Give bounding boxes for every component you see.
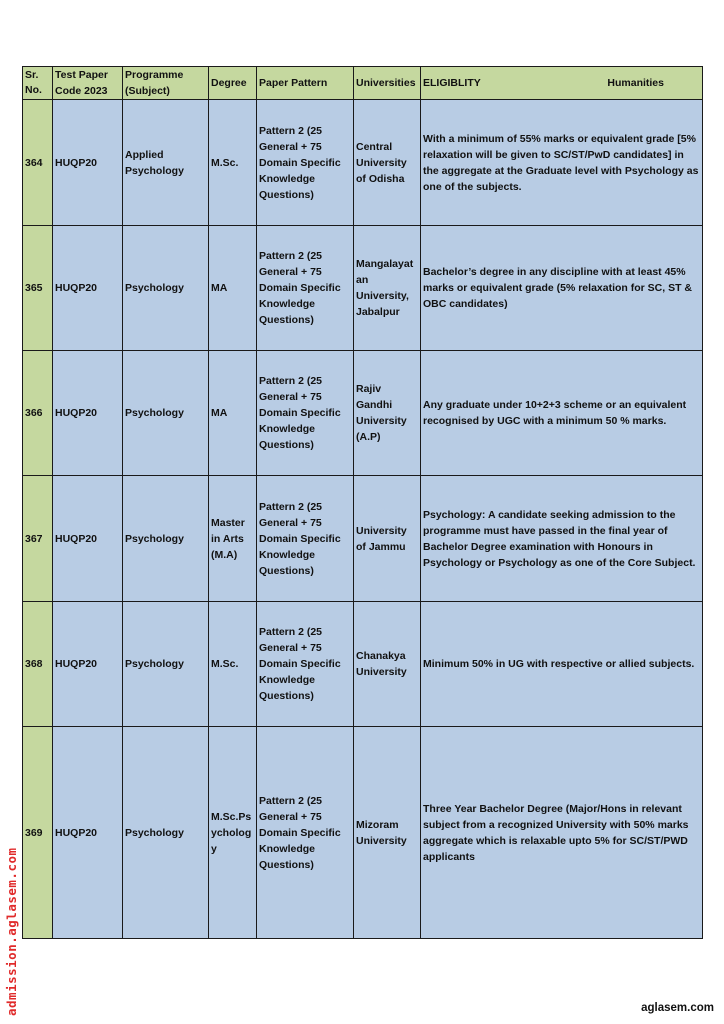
cell-eligibility: Three Year Bachelor Degree (Major/Hons in relevant subject from a recognized University with 50% marks aggregate which is relaxable upto 5% for SC/ST/PWD applicants bbox=[421, 727, 703, 939]
cell-eligibility: Bachelor’s degree in any discipline with at least 45% marks or equivalent grade (5% relaxation for SC, ST & OBC candidates) bbox=[421, 226, 703, 351]
cell-university: Rajiv Gandhi University (A.P) bbox=[354, 351, 421, 476]
cell-code: HUQP20 bbox=[53, 351, 123, 476]
cell-programme: Psychology bbox=[123, 476, 209, 602]
cell-pattern: Pattern 2 (25 General + 75 Domain Specific Knowledge Questions) bbox=[257, 351, 354, 476]
table-row bbox=[23, 602, 703, 727]
cell-sr: 366 bbox=[23, 351, 53, 476]
cell-pattern: Pattern 2 (25 General + 75 Domain Specific Knowledge Questions) bbox=[257, 226, 354, 351]
header-paper-pattern: Paper Pattern bbox=[257, 67, 354, 100]
table-row bbox=[23, 476, 703, 602]
cell-sr: 369 bbox=[23, 727, 53, 939]
cell-degree: M.Sc.Psychology bbox=[209, 727, 257, 939]
cell-eligibility: Minimum 50% in UG with respective or allied subjects. bbox=[421, 602, 703, 727]
footer-site-name: aglasem.com bbox=[641, 1002, 714, 1014]
cell-programme: Psychology bbox=[123, 602, 209, 727]
cell-degree: M.Sc. bbox=[209, 100, 257, 226]
header-universities: Universities bbox=[354, 67, 421, 100]
cell-eligibility: Psychology: A candidate seeking admission to the programme must have passed in the final year of Bachelor Degree examination with Honours in Psychology or Psychology as one of the Core Subject. bbox=[421, 476, 703, 602]
cell-pattern: Pattern 2 (25 General + 75 Domain Specific Knowledge Questions) bbox=[257, 476, 354, 602]
cell-university: University of Jammu bbox=[354, 476, 421, 602]
cell-sr: 365 bbox=[23, 226, 53, 351]
table-row bbox=[23, 100, 703, 226]
cell-university: Chanakya University bbox=[354, 602, 421, 727]
watermark-text: admission.aglasem.com bbox=[4, 847, 19, 1016]
cell-programme: Psychology bbox=[123, 226, 209, 351]
cell-degree: MA bbox=[209, 351, 257, 476]
cell-degree: MA bbox=[209, 226, 257, 351]
header-test-paper-code: Test Paper Code 2023 bbox=[53, 67, 123, 100]
eligibility-table bbox=[22, 66, 703, 939]
table-header-row bbox=[23, 67, 703, 100]
table-row bbox=[23, 727, 703, 939]
cell-sr: 368 bbox=[23, 602, 53, 727]
cell-sr: 367 bbox=[23, 476, 53, 602]
header-programme: Programme (Subject) bbox=[123, 67, 209, 100]
table-row bbox=[23, 226, 703, 351]
cell-code: HUQP20 bbox=[53, 226, 123, 351]
cell-pattern: Pattern 2 (25 General + 75 Domain Specific Knowledge Questions) bbox=[257, 100, 354, 226]
cell-university: Mangalayatan University, Jabalpur bbox=[354, 226, 421, 351]
header-eligibility-cell bbox=[421, 67, 703, 100]
header-section-humanities: Humanities bbox=[607, 77, 664, 89]
cell-programme: Psychology bbox=[123, 351, 209, 476]
cell-programme: Applied Psychology bbox=[123, 100, 209, 226]
cell-programme: Psychology bbox=[123, 727, 209, 939]
header-eligibility: ELIGIBLITY bbox=[423, 77, 481, 89]
cell-university: Central University of Odisha bbox=[354, 100, 421, 226]
cell-pattern: Pattern 2 (25 General + 75 Domain Specific Knowledge Questions) bbox=[257, 602, 354, 727]
cell-degree: M.Sc. bbox=[209, 602, 257, 727]
cell-sr: 364 bbox=[23, 100, 53, 226]
cell-code: HUQP20 bbox=[53, 476, 123, 602]
cell-code: HUQP20 bbox=[53, 602, 123, 727]
cell-university: Mizoram University bbox=[354, 727, 421, 939]
cell-eligibility: With a minimum of 55% marks or equivalent grade [5% relaxation will be given to SC/ST/PwD candidates] in the aggregate at the Graduate level with Psychology as one of the subjects. bbox=[421, 100, 703, 226]
cell-code: HUQP20 bbox=[53, 100, 123, 226]
header-degree: Degree bbox=[209, 67, 257, 100]
cell-pattern: Pattern 2 (25 General + 75 Domain Specific Knowledge Questions) bbox=[257, 727, 354, 939]
table-row bbox=[23, 351, 703, 476]
cell-degree: Master in Arts (M.A) bbox=[209, 476, 257, 602]
cell-code: HUQP20 bbox=[53, 727, 123, 939]
header-sr-no: Sr. No. bbox=[23, 67, 53, 100]
cell-eligibility: Any graduate under 10+2+3 scheme or an equivalent recognised by UGC with a minimum 50 % marks. bbox=[421, 351, 703, 476]
